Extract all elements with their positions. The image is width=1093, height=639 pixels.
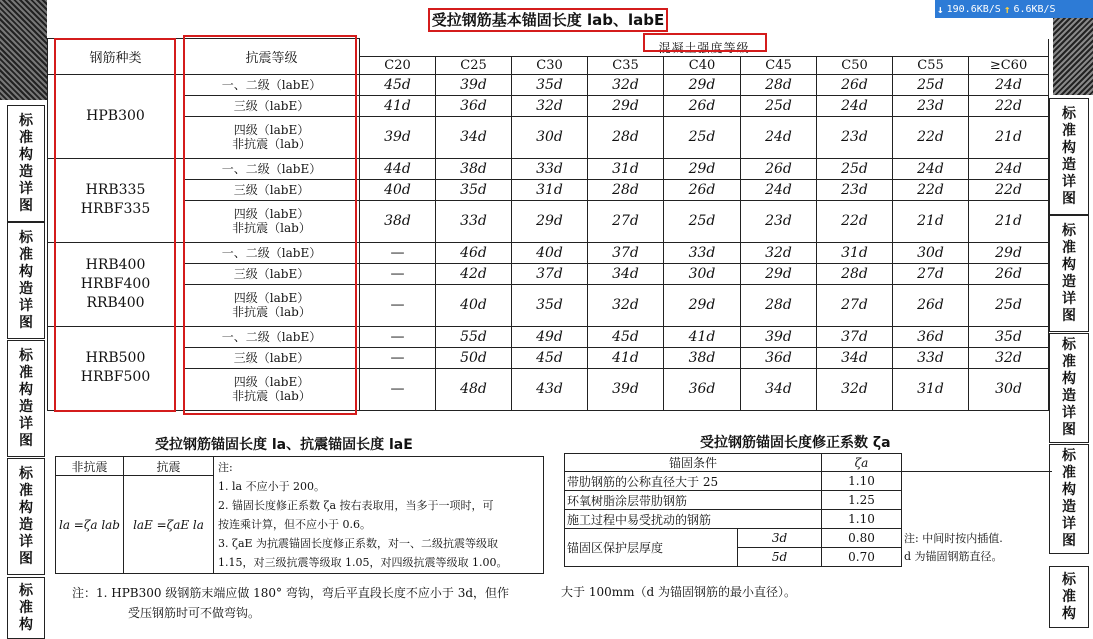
seismic-grade-cell: 三级（labE）: [184, 95, 360, 116]
seismic-grade-cell: 一、二级（labE）: [184, 158, 360, 179]
anchorage-notes: [212, 456, 544, 574]
anchor-length-cell: 38d: [436, 158, 512, 179]
seismic-grade-cell: 四级（labE） 非抗震（lab）: [184, 368, 360, 410]
anchor-length-cell: —: [360, 368, 436, 410]
download-arrow-icon: ↓: [937, 2, 944, 16]
anchor-length-cell: 29d: [588, 95, 664, 116]
seismic-grade-cell: 三级（labE）: [184, 179, 360, 200]
anchorage-formula-title: 受拉钢筋锚固长度 la、抗震锚固长度 laE: [155, 437, 413, 453]
cover-row: [565, 529, 1052, 548]
concrete-grade-5: C45: [741, 56, 817, 74]
cover-thickness: 5d: [738, 548, 822, 567]
bottom-note-line: 注：1. HPB300 级钢筋末端应做 180° 弯钩，弯后平直段长度不应小于 3d，但作: [72, 586, 510, 600]
formula-seismic: laE =ζaE la: [124, 476, 214, 574]
coef-condition: 施工过程中易受扰动的钢筋: [565, 510, 822, 529]
anchor-length-cell: 27d: [588, 200, 664, 242]
coef-blank: [902, 510, 1052, 529]
anchor-length-cell: 23d: [893, 95, 969, 116]
rebar-type-highlight: [54, 38, 176, 412]
network-speed-bar: [935, 0, 1093, 18]
anchor-length-cell: 30d: [969, 368, 1049, 410]
anchor-length-cell: 24d: [741, 179, 817, 200]
side-tab-left: 标 准 构 造 详 图: [7, 222, 45, 339]
upload-speed: 6.6KB/S: [1013, 3, 1056, 15]
note-line: 1. la 不应小于 200。: [218, 480, 326, 493]
coef-value: 1.10: [822, 510, 902, 529]
anchor-length-cell: 30d: [512, 116, 588, 158]
anchor-length-cell: 30d: [893, 242, 969, 263]
col-nonseismic: 非抗震: [56, 457, 124, 476]
anchor-length-cell: 32d: [817, 368, 893, 410]
seismic-grade-header: 抗震等级: [184, 39, 360, 75]
blank-cell: [902, 454, 1052, 472]
col-seismic: 抗震: [124, 457, 214, 476]
correction-coef-table: [564, 453, 1052, 567]
anchor-length-cell: 40d: [512, 242, 588, 263]
anchor-length-cell: 36d: [664, 368, 741, 410]
note-line: 1.15，对三级抗震等级取 1.05，对四级抗震等级取 1.00。: [218, 556, 508, 569]
anchor-length-cell: 25d: [741, 95, 817, 116]
concrete-grade-0: C20: [360, 56, 436, 74]
anchor-length-cell: 25d: [664, 200, 741, 242]
coef-row: [565, 510, 1052, 529]
anchor-length-cell: 22d: [893, 179, 969, 200]
anchor-length-cell: 32d: [588, 284, 664, 326]
anchor-length-cell: 32d: [512, 95, 588, 116]
bottom-note-line: 受压钢筋时可不做弯钩。: [128, 606, 261, 620]
anchor-length-cell: 44d: [360, 158, 436, 179]
rebar-type-3: HRB500 HRBF500: [48, 326, 184, 410]
anchor-length-cell: 25d: [893, 74, 969, 95]
anchor-length-cell: —: [360, 347, 436, 368]
rebar-type-0: HPB300: [48, 74, 184, 158]
anchor-length-cell: —: [360, 263, 436, 284]
anchor-length-cell: 29d: [664, 74, 741, 95]
anchor-length-cell: 40d: [436, 284, 512, 326]
seismic-grade-cell: 一、二级（labE）: [184, 326, 360, 347]
seismic-grade-cell: 四级（labE） 非抗震（lab）: [184, 116, 360, 158]
concrete-grade-highlight: [643, 33, 767, 52]
anchor-length-cell: 27d: [817, 284, 893, 326]
anchor-length-cell: 28d: [588, 179, 664, 200]
anchor-length-cell: 35d: [512, 284, 588, 326]
anchor-length-cell: 22d: [969, 179, 1049, 200]
anchor-length-cell: 39d: [436, 74, 512, 95]
anchor-length-cell: 36d: [741, 347, 817, 368]
anchor-length-cell: 36d: [893, 326, 969, 347]
anchor-length-cell: 40d: [360, 179, 436, 200]
anchor-length-cell: 23d: [817, 179, 893, 200]
anchor-length-cell: 34d: [741, 368, 817, 410]
side-tab-left: 标 准 构 造 详 图: [7, 458, 45, 575]
rebar-type-2: HRB400 HRBF400 RRB400: [48, 242, 184, 326]
anchor-length-cell: 25d: [969, 284, 1049, 326]
concrete-grade-2: C30: [512, 56, 588, 74]
anchor-length-cell: 29d: [664, 284, 741, 326]
anchor-length-cell: 26d: [893, 284, 969, 326]
anchor-length-cell: 25d: [664, 116, 741, 158]
anchor-length-cell: 35d: [512, 74, 588, 95]
concrete-grade-4: C40: [664, 56, 741, 74]
anchor-length-cell: 33d: [664, 242, 741, 263]
anchor-length-cell: 46d: [436, 242, 512, 263]
cover-value: 0.70: [822, 548, 902, 567]
coef-blank: [902, 472, 1052, 491]
seismic-grade-cell: 四级（labE） 非抗震（lab）: [184, 284, 360, 326]
anchor-length-cell: 41d: [588, 347, 664, 368]
anchor-length-cell: 24d: [817, 95, 893, 116]
cover-note: 注: 中间时按内插值. d 为锚固钢筋直径。: [904, 531, 1003, 563]
anchor-length-cell: 26d: [664, 95, 741, 116]
note-line: 2. 锚固长度修正系数 ζa 按右表取用，当多于一项时，可: [218, 499, 494, 512]
coef-condition: 带肋钢筋的公称直径大于 25: [565, 472, 822, 491]
anchor-length-cell: 41d: [664, 326, 741, 347]
anchor-length-cell: 38d: [664, 347, 741, 368]
anchor-length-cell: 35d: [969, 326, 1049, 347]
scan-noise: [0, 0, 47, 100]
note-line: 3. ζaE 为抗震锚固长度修正系数，对一、二级抗震等级取: [218, 537, 499, 550]
anchor-length-cell: 31d: [817, 242, 893, 263]
anchor-length-cell: 29d: [741, 263, 817, 284]
anchor-length-cell: 24d: [969, 74, 1049, 95]
anchor-length-cell: 39d: [360, 116, 436, 158]
col-coef: ζa: [822, 454, 902, 472]
anchor-length-cell: 25d: [817, 158, 893, 179]
anchor-length-cell: 55d: [436, 326, 512, 347]
side-tab-right: 标 准 构 造 详 图: [1049, 98, 1089, 215]
formula-nonseismic: la =ζa lab: [56, 476, 124, 574]
anchor-length-cell: 34d: [588, 263, 664, 284]
anchor-length-cell: 32d: [588, 74, 664, 95]
concrete-grade-3: C35: [588, 56, 664, 74]
anchor-length-cell: 26d: [664, 179, 741, 200]
side-tab-left: 标 准 构: [7, 577, 45, 639]
seismic-grade-highlight: [183, 35, 357, 415]
concrete-grade-8: ≥C60: [969, 56, 1049, 74]
anchor-length-cell: 32d: [741, 242, 817, 263]
side-tab-right: 标 准 构 造 详 图: [1049, 333, 1089, 443]
anchor-length-cell: 31d: [588, 158, 664, 179]
anchor-length-cell: 26d: [817, 74, 893, 95]
anchor-length-cell: 48d: [436, 368, 512, 410]
anchor-length-cell: 32d: [969, 347, 1049, 368]
anchor-length-cell: 24d: [893, 158, 969, 179]
anchor-length-cell: 37d: [817, 326, 893, 347]
anchor-length-cell: 31d: [893, 368, 969, 410]
rebar-type-header: 钢筋种类: [48, 39, 184, 75]
anchor-length-cell: 43d: [512, 368, 588, 410]
side-tab-right: 标 准 构: [1049, 566, 1089, 628]
anchor-length-cell: 50d: [436, 347, 512, 368]
seismic-grade-cell: 三级（labE）: [184, 347, 360, 368]
cover-thickness: 3d: [738, 529, 822, 548]
concrete-grade-header: 混凝土强度等级: [360, 39, 1049, 57]
anchor-length-cell: 27d: [893, 263, 969, 284]
anchor-length-cell: 45d: [512, 347, 588, 368]
correction-coef-title: 受拉钢筋锚固长度修正系数 ζa: [700, 435, 891, 451]
coef-condition: 环氧树脂涂层带肋钢筋: [565, 491, 822, 510]
concrete-grade-7: C55: [893, 56, 969, 74]
anchor-length-cell: 21d: [969, 200, 1049, 242]
anchor-length-cell: 45d: [588, 326, 664, 347]
anchor-length-cell: 37d: [512, 263, 588, 284]
bottom-note: [72, 583, 509, 623]
anchor-length-cell: 24d: [741, 116, 817, 158]
coef-row: [565, 491, 1052, 510]
anchor-length-cell: 23d: [741, 200, 817, 242]
anchor-length-cell: 33d: [893, 347, 969, 368]
side-tab-right: 标 准 构 造 详 图: [1049, 444, 1089, 554]
upload-arrow-icon: ↑: [1003, 2, 1011, 16]
anchor-length-cell: 38d: [360, 200, 436, 242]
anchor-length-cell: 29d: [512, 200, 588, 242]
anchor-length-cell: 33d: [436, 200, 512, 242]
side-tab-right: 标 准 构 造 详 图: [1049, 215, 1089, 332]
anchor-length-cell: 22d: [969, 95, 1049, 116]
anchor-length-cell: 29d: [969, 242, 1049, 263]
anchor-length-cell: 28d: [588, 116, 664, 158]
anchor-length-cell: 23d: [817, 116, 893, 158]
side-tab-left: 标 准 构 造 详 图: [7, 340, 45, 457]
anchor-length-cell: 49d: [512, 326, 588, 347]
anchor-length-cell: 24d: [969, 158, 1049, 179]
anchor-length-cell: 29d: [664, 158, 741, 179]
anchor-length-cell: 34d: [817, 347, 893, 368]
col-condition: 锚固条件: [565, 454, 822, 472]
anchor-length-cell: 30d: [664, 263, 741, 284]
anchor-length-cell: 41d: [360, 95, 436, 116]
anchor-length-cell: 21d: [969, 116, 1049, 158]
coef-value: 1.25: [822, 491, 902, 510]
bottom-note-right: 大于 100mm（d 为锚固钢筋的最小直径）。: [561, 585, 796, 599]
anchor-length-cell: 45d: [360, 74, 436, 95]
anchorage-formula-table: [55, 456, 214, 574]
anchor-length-cell: 42d: [436, 263, 512, 284]
anchor-length-cell: 36d: [436, 95, 512, 116]
download-speed: 190.6KB/S: [946, 3, 1001, 15]
seismic-grade-cell: 四级（labE） 非抗震（lab）: [184, 200, 360, 242]
anchor-length-cell: 39d: [741, 326, 817, 347]
coef-blank: [902, 491, 1052, 510]
side-tab-left: 标 准 构 造 详 图: [7, 105, 45, 222]
note-line: 按连乘计算，但不应小于 0.6。: [218, 518, 371, 531]
anchor-length-cell: 26d: [969, 263, 1049, 284]
seismic-grade-cell: 一、二级（labE）: [184, 242, 360, 263]
anchor-length-cell: 35d: [436, 179, 512, 200]
anchor-length-cell: 28d: [741, 284, 817, 326]
anchor-length-cell: 39d: [588, 368, 664, 410]
coef-value: 1.10: [822, 472, 902, 491]
anchor-length-cell: 28d: [817, 263, 893, 284]
anchor-length-cell: 22d: [893, 116, 969, 158]
notes-label: 注:: [218, 461, 233, 474]
seismic-grade-cell: 三级（labE）: [184, 263, 360, 284]
seismic-grade-cell: 一、二级（labE）: [184, 74, 360, 95]
anchor-length-cell: 33d: [512, 158, 588, 179]
concrete-grade-6: C50: [817, 56, 893, 74]
anchor-length-cell: —: [360, 326, 436, 347]
anchor-length-cell: —: [360, 242, 436, 263]
anchor-length-cell: 34d: [436, 116, 512, 158]
anchor-length-cell: 21d: [893, 200, 969, 242]
anchor-length-cell: 37d: [588, 242, 664, 263]
anchor-length-cell: —: [360, 284, 436, 326]
anchor-length-cell: 31d: [512, 179, 588, 200]
coef-row: [565, 472, 1052, 491]
cover-label: 锚固区保护层厚度: [565, 529, 738, 567]
rebar-type-1: HRB335 HRBF335: [48, 158, 184, 242]
concrete-grade-1: C25: [436, 56, 512, 74]
anchor-length-cell: 22d: [817, 200, 893, 242]
anchor-length-cell: 28d: [741, 74, 817, 95]
table-title: 受拉钢筋基本锚固长度 lab、labE: [428, 8, 668, 32]
notes-list: [218, 477, 537, 572]
anchor-length-cell: 26d: [741, 158, 817, 179]
cover-value: 0.80: [822, 529, 902, 548]
